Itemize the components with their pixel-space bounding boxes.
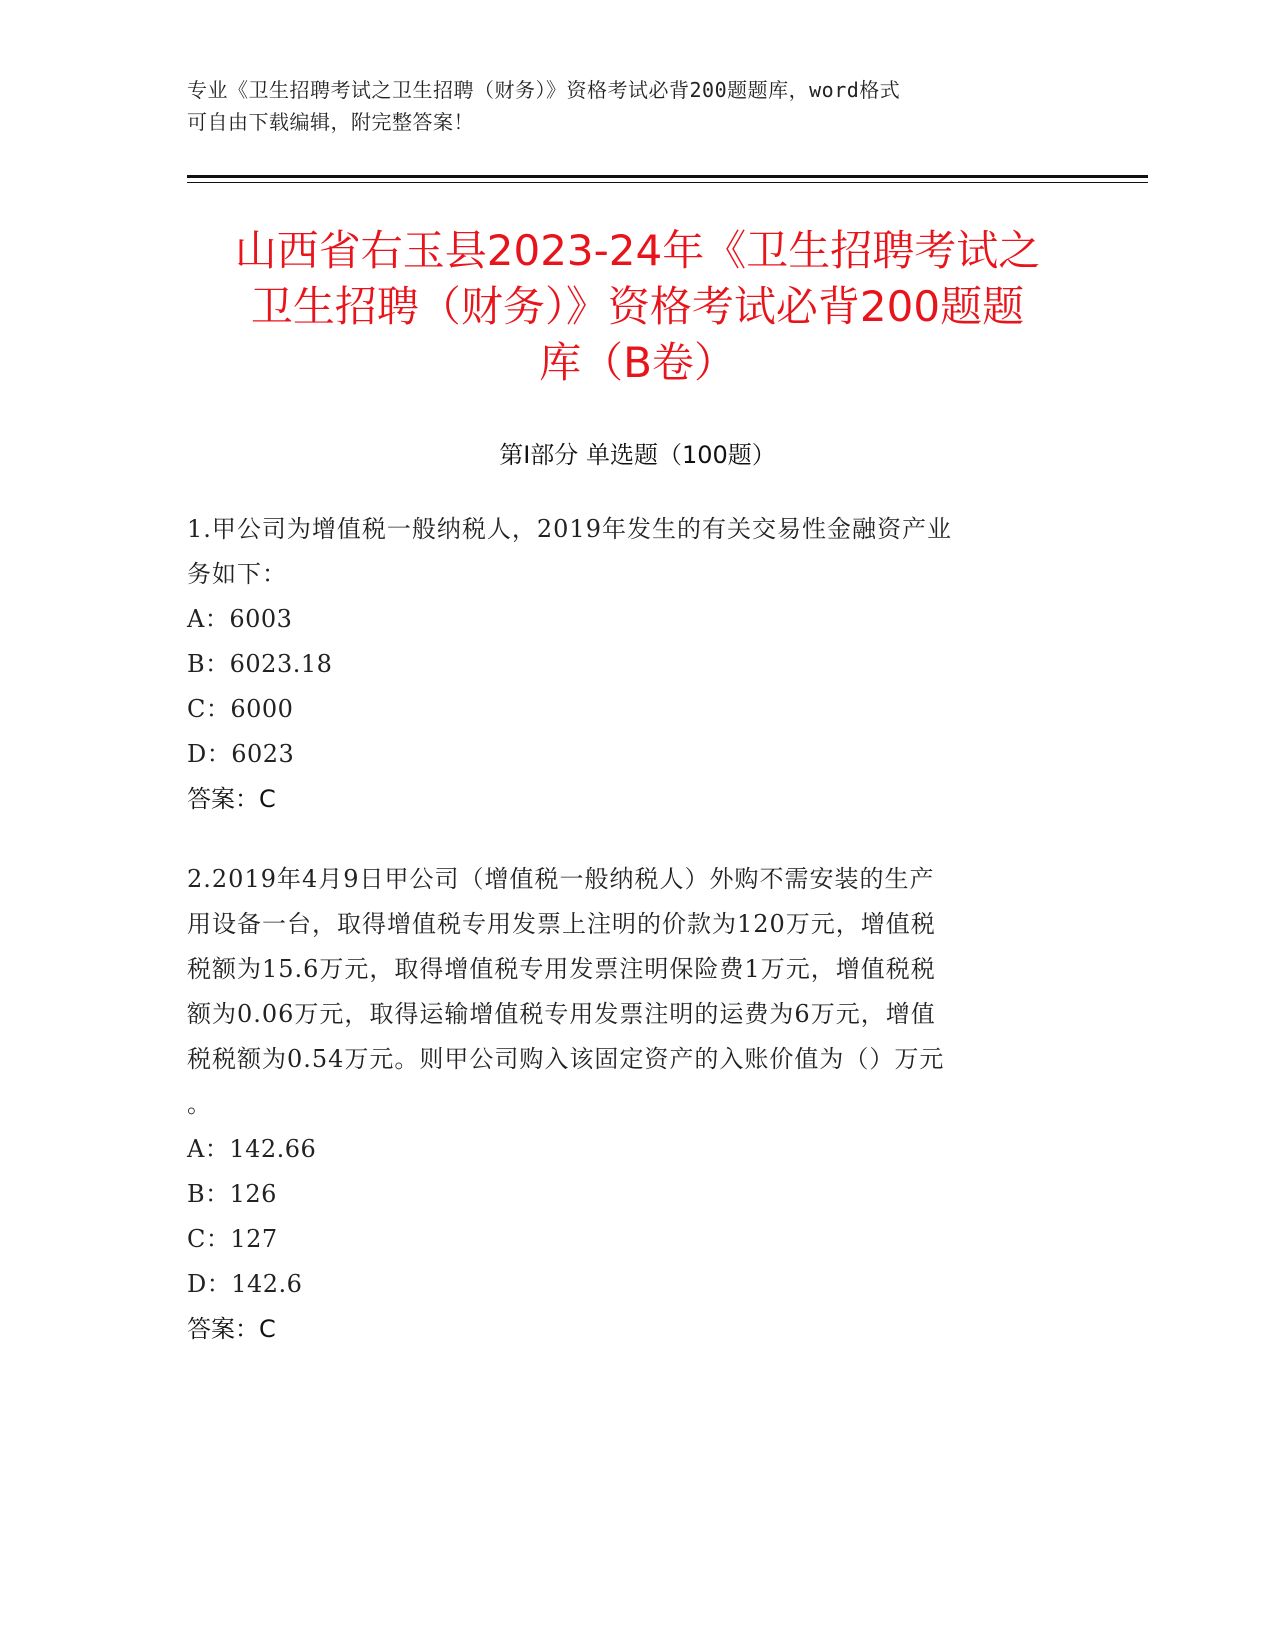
- header-note-line: 专业《卫生招聘考试之卫生招聘（财务）》资格考试必背200题题库，word格式: [187, 78, 901, 102]
- option-d: D：6023: [187, 740, 295, 768]
- question-2: [187, 857, 1067, 1352]
- option-c: C：6000: [187, 695, 294, 723]
- header-note-line: 可自由下载编辑，附完整答案！: [187, 110, 474, 134]
- question-stem: [187, 507, 1067, 597]
- question-stem-line: 额为0.06万元，取得运输增值税专用发票注明的运费为6万元，增值: [187, 1000, 936, 1028]
- option-b: B：126: [187, 1180, 277, 1208]
- option-c: C：127: [187, 1225, 278, 1253]
- document-title-line: 库（B卷）: [539, 338, 736, 387]
- question-stem-line: 税额为15.6万元，取得增值税专用发票注明保险费1万元，增值税税: [187, 955, 936, 983]
- option-a: A：142.66: [187, 1135, 317, 1163]
- document-title-line: 山西省右玉县2023-24年《卫生招聘考试之: [234, 226, 1041, 275]
- option-b: B：6023.18: [187, 650, 333, 678]
- question-stem: [187, 857, 1067, 1127]
- header-note: [187, 74, 1067, 138]
- answer: 答案：C: [187, 1315, 276, 1343]
- question-1: [187, 507, 1067, 822]
- option-a: A：6003: [187, 605, 293, 633]
- header-divider-thick: [187, 175, 1148, 178]
- document-title: [170, 223, 1105, 391]
- option-d: D：142.6: [187, 1270, 303, 1298]
- section-title: 第Ⅰ部分 单选题（100题）: [499, 441, 776, 469]
- question-stem-line: 。: [187, 1090, 212, 1118]
- answer: 答案：C: [187, 785, 276, 813]
- question-stem-line: 用设备一台，取得增值税专用发票上注明的价款为120万元，增值税: [187, 910, 936, 938]
- question-stem-line: 1.甲公司为增值税一般纳税人，2019年发生的有关交易性金融资产业: [187, 515, 952, 543]
- question-stem-line: 税税额为0.54万元。则甲公司购入该固定资产的入账价值为（）万元: [187, 1045, 945, 1073]
- document-title-line: 卫生招聘（财务）》资格考试必背200题题: [250, 282, 1025, 331]
- question-stem-line: 2.2019年4月9日甲公司（增值税一般纳税人）外购不需安装的生产: [187, 865, 935, 893]
- question-stem-line: 务如下：: [187, 560, 287, 588]
- header-divider-thin: [187, 182, 1148, 183]
